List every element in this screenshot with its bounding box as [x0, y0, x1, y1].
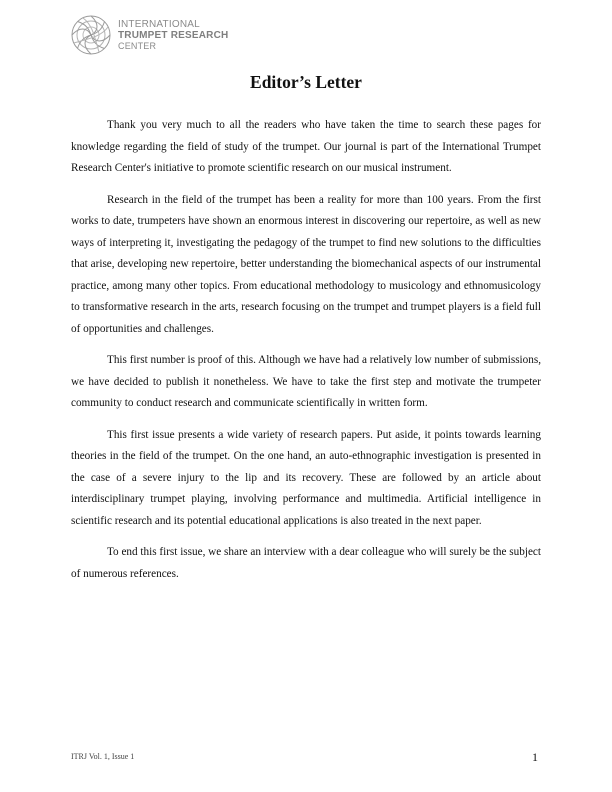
logo-line-trumpet-research: TRUMPET RESEARCH [118, 29, 229, 41]
page-title: Editor’s Letter [250, 72, 362, 92]
header-logo [69, 12, 228, 58]
paragraph: This first number is proof of this. Although we have had a relatively low number of submissions, we have decided to publish it nonetheless. We have to take the first step and motivate the trumpeter community to conduct research and communicate scientifically in written form. [71, 354, 541, 409]
circular-swirl-logo-icon [69, 13, 113, 57]
paragraph: This first issue presents a wide variety of research papers. Put aside, it points towards learning theories in the field of the trumpet. On the one hand, an auto-ethnographic investigation is presented in the case of a severe injury to the lip and its recovery. These are followed by an article about interdisciplinary trumpet playing, involving performance and multimedia. Artificial intelligence in scientific research and its potential educational applications is also treated in the next paper. [71, 428, 541, 527]
letter-body [71, 115, 541, 595]
page-number: 1 [532, 750, 538, 764]
logo-wordmark [118, 19, 228, 52]
logo-line-international: INTERNATIONAL [118, 18, 200, 30]
logo-line-center: CENTER [118, 40, 157, 51]
paragraph: Thank you very much to all the readers who have taken the time to search these pages for knowledge regarding the field of study of the trumpet. Our journal is part of the International Trumpet Research Center's initiative to promote scientific research on our musical instrument. [71, 119, 541, 174]
footer-journal-info: ITRJ Vol. 1, Issue 1 [71, 752, 135, 761]
paragraph: To end this first issue, we share an interview with a dear colleague who will surely be the subject of numerous references. [71, 546, 541, 580]
paragraph: Research in the field of the trumpet has been a reality for more than 100 years. From the first works to date, trumpeters have shown an enormous interest in discovering our repertoire, as well as new ways of interpreting it, investigating the pedagogy of the trumpet to find new solutions to the difficulties that arise, developing new repertoire, better understanding the biomechanical aspects of our instrumental practice, among many other topics. From educational methodology to musicology and ethnomusicology to transformative research in the arts, research focusing on the trumpet and trumpet players is a field full of opportunities and challenges. [71, 193, 541, 335]
